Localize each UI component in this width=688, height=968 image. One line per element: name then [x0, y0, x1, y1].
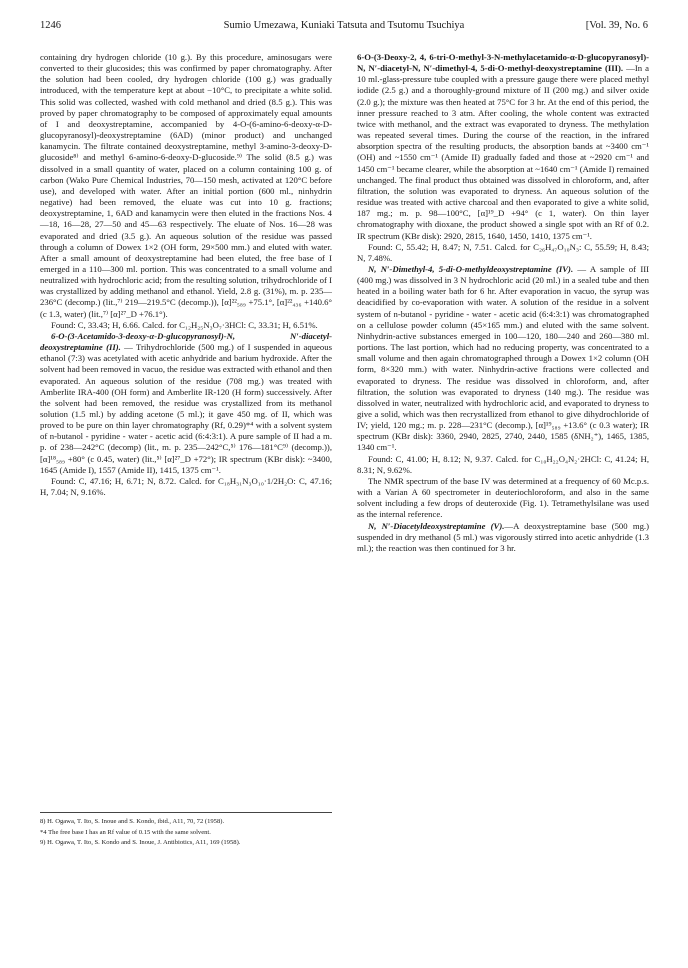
paragraph-text: — A sample of III (400 mg.) was dissolved in 3 N hydrochloric acid (20 ml.) in a sealed tube and then heated in a boiling water bath for 6 hr. After evaporation in vacuo, the syrup was deacidified by co-evaporation with water. A solution of the residue in a solvent system of n-butanol - pyridine - water - acetic acid (6:4:3:1) was chromatographed on a cellulose powder column (45×165 mm.) and eluted with the same solvent. Ninhydrin-active substances emerged in 100—120, 180—240 and 260—380 ml. portions. The last portion, which had no reducing property, was concentrated to a small volume and then again chromatographed through a Dowex 1×2 column (OH form, 8×320 mm.) with water. Ninhydrin-active fractions were collected and evaporated to dryness. The residue was dissolved in chloroform, and, after filtration, the solution was evaporated to dryness (140 mg.). The residue was dissolved in water, neutralized with hydrochloric acid, and evaporated to dryness to give a solid, which was then recrystallized from ethanol to give dihydrochloride of IV; yield, 120 mg.; m. p. 228—231°C (decomp.), [α]¹⁹₅₈₉ +13.6° (c 0.3 water); IR spectrum (KBr disk): 3360, 2940, 2825, 2740, 2440, 1585 (δNH₂⁺), 1465, 1385, 1340 cm⁻¹.	[357, 263, 649, 453]
running-title: Sumio Umezawa, Kuniaki Tatsuta and Tsutomu Tsuchiya	[223, 20, 465, 31]
footnote: *4 The free base I has an Rf value of 0.15 with the same solvent.	[40, 828, 211, 836]
section-paragraph	[357, 264, 649, 454]
paragraph: The NMR spectrum of the base IV was determined at a frequency of 60 Mc.p.s. with a Varian A 60 spectrometer in deuteriochloroform, and also in the same solvent including a few drops of deuteroxide (Fig. 1). Tetramethylsilane was used as the internal reference.	[357, 475, 649, 520]
elemental-analysis: Found: C, 47.16; H, 6.71; N, 8.72. Calcd. for C₁₈H₃₁N₃O₁₀·1/2H₂O: C, 47.16; H, 7.04; N, 9.16%.	[40, 475, 332, 498]
page-number: 1246	[40, 20, 61, 31]
running-header	[40, 20, 648, 36]
section-paragraph	[40, 331, 332, 476]
compound-heading: 6-O-(3-Deoxy-2, 4, 6-tri-O-methyl-3-N-methylacetamido-α-D-glucopyranosyl)-N, N′-diacetyl-N, N′-dimethyl-4, 5-di-O-methyl-deoxystreptamine (III).	[357, 52, 649, 74]
section-paragraph	[357, 521, 649, 554]
paragraph-text: —A deoxystreptamine base (500 mg.) suspended in dry methanol (5 ml.) was vigorously stirred into acetic anhydride (1.3 ml.); the reaction was then continued for 3 hr.	[357, 520, 649, 553]
footnote: 9) H. Ogawa, T. Ito, S. Kondo and S. Inoue, J. Antibiotics, A11, 169 (1958).	[40, 839, 241, 847]
paragraph: containing dry hydrogen chloride (10 g.). By this procedure, aminosugars were converted to their glucosides; this was confirmed by paper chromatography. After the solution had been cooled, dry hydrogen chloride (100 g.) was gradually introduced, with the temperature kept at about −10°C, to precipitate a white solid. This solid was collected, washed with cold methanol and dried (8.5 g.). This was proved by paper chromatography to be composed of approximately equal amounts of I and deoxystreptamine, accompanied by 4-O-(6-amino-6-deoxy-α-D-glucopyranosyl)-deoxystreptamine (6AD) (minor product) and unchanged kanamycin. The filtrate contained deoxystreptamine, methyl 3-amino-3-deoxy-D-glucoside⁸⁾ and methyl 6-amino-6-deoxy-D-glucoside.⁹⁾ The solid (8.5 g.) was dissolved in a small quantity of water, placed on a column containing 100 g. of carbon (Wako Pure Chemical Industries, 70—150 mesh, activated at 120°C before use), and developed with water. After an initial portion (600 ml., ninhydrin negative) had been removed, the eluate was cut into 10 g. fractions; deoxystreptamine, 1, 6AD and kanamycin were then eluted in the fractions Nos. 4—18, 16—28, 27—50 and 45—63 respectively. The eluate of Nos. 16—28 was evaporated and dried (3.5 g.). An aqueous solution of the residue was passed through a column of Dowex 1×2 (OH form, 29×500 mm.) and eluted with water. After a small amount of deoxystreptamine had been eluted, the free base of I emerged in a 110—300 ml. portion. This was concentrated to a small volume and neutralized with hydrochloric acid; from the resulting solution, trihydrochloride of I was crystallized by adding methanol and ethanol. Yield, 2.8 g. (31%), m. p. 235—236°C (decomp.) (lit.,⁷⁾ 219—219.5°C (decomp.)), [α]²²₅₈₉ +75.1°, [α]²²₄₃₆ +140.6° (c 1.3, water) (lit.,⁷⁾ [α]²⁷_D +76.1°).	[40, 52, 332, 319]
paragraph-text: —In a 10 ml.-glass-pressure tube coupled with a pressure gauge there were placed methyl iodide (2.5 g.) and a thoroughly-ground mixture of II (200 mg.) and silver oxide (2.0 g.); the mixture was then heated at 75°C for 3 hr. At the end of this period, the inner pressure reached to 3 atm. After cooling, the whole content was extracted twice with methanol, and the extract was evaporated to dryness. The methylation was repeated several times. During the course of the reaction, in the infrared absorption spectra of the resulting products, the absorption bands at ~3400 cm⁻¹ (OH) and ~1550 cm⁻¹ (Amide II) gradually faded and those at ~2920 cm⁻¹ and 1450 cm⁻¹ became clearer, while the absorption at ~1640 cm⁻¹ (Amide I) remained unchanged. The final product thus obtained was dissolved in chloroform, and, after filtration, the solution was evaporated to dryness. An aqueous solution of the residue was treated with active charcoal and then evaporated to give a white solid, 187 mg.; m. p. 98—100°C, [α]¹⁹_D +94° (c 1, water). On thin layer chromatography with dioxane, the product showed a single spot with an Rf of 0.2. IR spectrum (KBr disk): 2920, 2815, 1640, 1450, 1410, 1375 cm⁻¹.	[357, 63, 650, 241]
right-column	[357, 52, 649, 554]
volume-info: [Vol. 39, No. 6	[585, 20, 648, 31]
left-column	[40, 52, 332, 498]
compound-heading: 6-O-(3-Acetamido-3-deoxy-α-D-glucopyranosyl)-N, N′-diacetyl-deoxystreptamine (II).	[40, 330, 332, 353]
elemental-analysis: Found: C, 55.42; H, 8.47; N, 7.51. Calcd. for C₂₆H₄₇O₁₀N₃: C, 55.59; H, 8.43; N, 7.48%.	[357, 241, 649, 263]
section-paragraph	[357, 52, 649, 242]
compound-heading: N, N′-Diacetyldeoxystreptamine (V).	[368, 520, 505, 531]
paragraph-text: — Trihydrochloride (500 mg.) of I suspended in aqueous ethanol (7:3) was acetylated with acetic anhydride and barium hydroxide. After the solvent had been removed in vacuo, the residue was extracted with ethanol and then evaporated. An aqueous solution of the residue (708 mg.) was treated with Amberlite IRA-400 (OH form) and Amberlite IR-120 (H form) successively. After the solvent had been removed, the residue was crystallized from its methanol solution (1.5 ml.) by adding acetone (5 ml.); it gave 450 mg. of II, which was proved to be pure on thin layer chromatography (Rf, 0.29)*⁴ with a solvent system of n-butanol - pyridine - water - acetic acid (6:4:3:1). A pure sample of II had a m. p. of 238—242°C (decomp) (lit., m. p. 235—242°C,⁵⁾ 176—181°C⁹⁾ (decomp.)), [α]¹⁸₅₈₉ +80° (c 0.45, water) (lit.,⁵⁾ [α]²⁷_D +72°); IR spectrum (KBr disk): ~3400, 1645 (Amide I), 1557 (Amide II), 1415, 1375 cm⁻¹.	[40, 342, 332, 475]
elemental-analysis: Found: C, 41.00; H, 8.12; N, 9.37. Calcd. for C₁₀H₂₂O₄N₂·2HCl: C, 41.24; H, 8.31; N, 9.62%.	[357, 453, 649, 475]
compound-heading: N, N′-Dimethyl-4, 5-di-O-methyldeoxystreptamine (IV).	[368, 263, 574, 274]
footnotes	[40, 812, 332, 848]
footnote: 8) H. Ogawa, T. Ito, S. Inoue and S. Kondo, ibid., A11, 70, 72 (1958).	[40, 818, 225, 825]
elemental-analysis: Found: C, 33.43; H, 6.66. Calcd. for C₁₂H₂₅N₃O₇·3HCl: C, 33.31; H, 6.51%.	[51, 319, 318, 330]
